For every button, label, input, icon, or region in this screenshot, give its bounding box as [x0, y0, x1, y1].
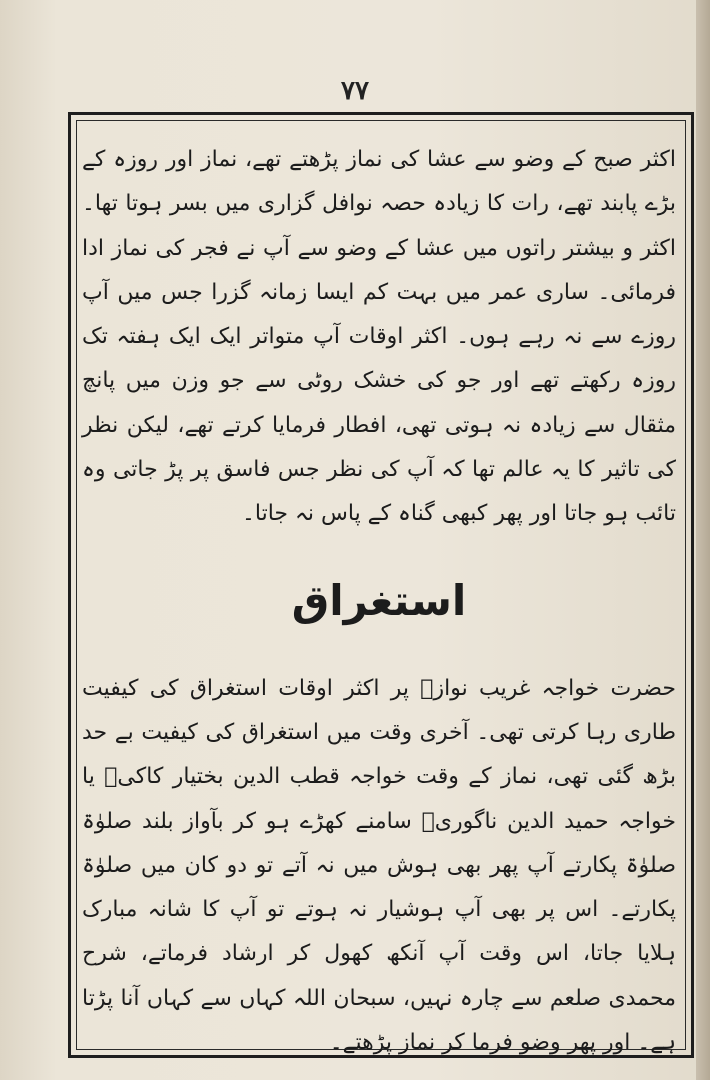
- page-edge: [696, 0, 710, 1080]
- page-number: ۷۷: [341, 76, 369, 106]
- section-heading: استغراق: [291, 575, 467, 625]
- section-heading-wrap: [82, 537, 676, 667]
- body-paragraph-2: حضرت خواجہ غریب نوازؒ پر اکثر اوقات استغراق کی کیفیت طاری رہا کرتی تھی۔ آخری وقت میں استغراق کی کیفیت بے حد بڑھ گئی تھی، نماز کے وقت خواجہ قطب الدین بختیار کاکیؒ یا خواجہ حمید الدین ناگوریؒ سامنے کھڑے ہو کر بآواز بلند صلوٰۃ صلوٰۃ پکارتے آپ پھر بھی ہوش میں نہ آتے تو دو کان میں صلوٰۃ پکارتے۔ اس پر بھی آپ ہوشیار نہ ہوتے تو آپ کا شانہ مبارک ہلایا جاتا، اس وقت آپ آنکھ کھول کر ارشاد فرماتے، شرح محمدی صلعم سے چارہ نہیں، سبحان اللہ کہاں سے کہاں آنا پڑتا ہے۔ اور پھر وضو فرما کر نماز پڑھتے۔: [82, 675, 676, 1056]
- page-content: [82, 138, 676, 1065]
- body-paragraph-1: اکثر صبح کے وضو سے عشا کی نماز پڑھتے تھے، نماز اور روزہ کے بڑے پابند تھے، رات کا زیادہ حصہ نوافل گزاری میں بسر ہوتا تھا۔ اکثر و بیشتر راتوں میں عشا کے وضو سے آپ نے فجر کی نماز ادا فرمائی۔ ساری عمر میں بہت کم ایسا زمانہ گزرا جس میں آپ روزے سے نہ رہے ہوں۔ اکثر اوقات آپ متواتر ایک ایک ہفتہ تک روزہ رکھتے تھے اور جو کی خشک روٹی سے جو وزن میں پانچ مثقال سے زیادہ نہ ہوتی تھی، افطار فرمایا کرتے تھے، لیکن نظر کی تاثیر کا یہ عالم تھا کہ آپ کی نظر جس فاسق پر پڑ جاتی وہ تائب ہو جاتا اور پھر کبھی گناہ کے پاس نہ جاتا۔: [82, 147, 676, 527]
